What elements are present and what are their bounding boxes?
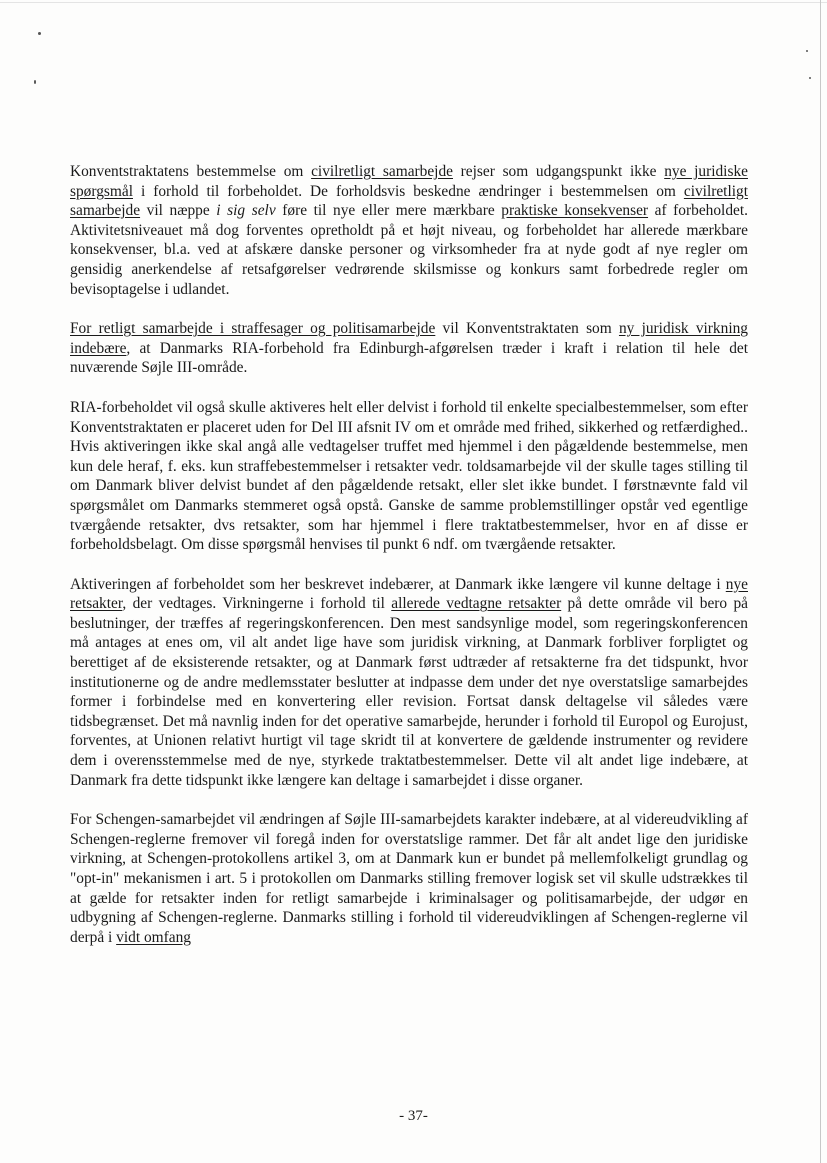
paragraph-civilretligt (70, 162, 748, 299)
text-run: RIA-forbeholdet vil også skulle aktiveres helt eller delvist i forhold til enkelte specialbestemmelser, som efter Konventstraktaten er placeret uden for Del III afsnit IV om et område med frihed, sikkerhed og retfærdighed.. Hvis aktiveringen ikke skal angå alle vedtagelser truffet med hjemmel i den pågældende bestemmelse, men kun dele heraf, f. eks. kun straffebestemmelser i retsakter vedr. toldsamarbejde vil der skulle tages stilling til om Danmark bliver delvist bundet af den pågældende retsakt, eller slet ikke bundet. I førstnævnte fald vil spørgsmålet om Danmarks stemmeret også opstå. Ganske de samme problemstillinger opstår ved egentlige tværgående retsakter, dvs retsakter, som har hjemmel i flere traktatbestemmelser, hvor en af disse er forbeholdsbelagt. Om disse spørgsmål henvises til punkt 6 ndf. om tværgående retsakter. (70, 398, 748, 554)
text-run: Konventstraktatens bestemmelse om (70, 163, 312, 180)
underlined-phrase: civilretligt samarbejde (311, 163, 453, 180)
underlined-phrase: allerede vedtagne retsakter (391, 595, 562, 613)
scan-speck (38, 32, 41, 35)
underlined-phrase: civilretligt samarbejde (70, 182, 748, 220)
scan-edge-right (820, 0, 821, 1163)
text-run: vil næppe (140, 202, 217, 220)
underlined-phrase: nye juridiske spørgsmål (70, 163, 748, 200)
paragraph-aktiveringen (70, 575, 748, 791)
paragraph-schengen (70, 810, 748, 947)
underlined-phrase: praktiske konsekvenser (501, 202, 649, 220)
paragraph-retligt-samarbejde (70, 319, 748, 378)
text-run: vil Konventstraktaten som (435, 320, 619, 338)
underlined-phrase: nye retsakter (70, 575, 748, 613)
underlined-phrase: ny juridisk virkning indebære (70, 320, 748, 357)
text-run: Aktiveringen af forbeholdet som her beskrevet indebærer, at Danmark ikke længere vil kunne deltage i (70, 575, 726, 593)
underlined-phrase: For retligt samarbejde i straffesager og politisamarbejde (70, 320, 436, 338)
scan-speck (34, 80, 36, 84)
text-run: , at Danmarks RIA-forbehold fra Edinburgh-afgørelsen træder i kraft i relation til hele det nuværende Søjle III-område. (70, 339, 748, 377)
text-run: af forbeholdet. Aktivitetsniveauet må dog forventes opretholdt på et højt niveau, og forbeholdet har allerede mærkbare konsekvenser, bl.a. ved at afskære danske personer og virksomheder fra at nyde godt af nye regler om gensidig anerkendelse af retsafgørelser vedrørende skilsmisse og konkurs samt forbedrede regler om bevisoptagelse i udlandet. (70, 202, 748, 298)
paragraph-ria-forbehold (70, 398, 748, 555)
italic-phrase: i sig selv (216, 202, 276, 220)
text-run: rejser som udgangspunkt ikke (452, 163, 665, 180)
text-run: i forhold til forbeholdet. De forholdsvis beskedne ændringer i bestemmelsen om (133, 182, 684, 200)
scan-edge-top (0, 2, 827, 3)
text-run: på dette område vil bero på beslutninger, der træffes af regeringskonferencen. Den mest sandsynlige model, som regeringskonferencen må antages at enes om, vil alt andet lige have som juridisk virkning, at Danmark forbliver forpligtet og berettiget af de eksisterende retsakter, og at Danmark først udtræder af retsakterne fra det tidspunkt, hvor institutionerne og de andre medlemsstater beslutter at indpasse dem under det nye overstatslige samarbejdes former i forbindelse med en konvertering eller revision. Fortsat dansk deltagelse vil således være tidsbegrænset. Det må navnlig inden for det operative samarbejde, herunder i forhold til Europol og Eurojust, forventes, at Unionen relativt hurtigt vil tage skridt til at konvertere de gældende instrumenter og revidere dem i overensstemmelse med de nye, styrkede traktatbestemmelser. Dette vil alt andet lige indebære, at Danmark fra dette tidspunkt ikke længere kan deltage i samarbejdet i disse organer. (70, 595, 748, 789)
underlined-phrase: vidt omfang (116, 928, 191, 946)
body-text (70, 162, 748, 967)
scan-speck (809, 77, 811, 79)
text-run: For Schengen-samarbejdet vil ændringen af Søjle III-samarbejdets karakter indebære, at al videreudvikling af Schengen-reglerne fremover vil foregå inden for overstatslige rammer. Det får alt andet lige den juridiske virkning, at Schengen-protokollens artikel 3, om at Danmark kun er bundet på mellemfolkeligt grundlag og "opt-in" mekanismen i art. 5 i protokollen om Danmarks stilling fremover logisk set vil skulle udstrækkes til at gælde for retsakter inden for retligt samarbejde i kriminalsager og politisamarbejde, der udgør en udbygning af Schengen-reglerne. Danmarks stilling i forhold til videreudviklingen af Schengen-reglerne vil derpå i (70, 811, 748, 946)
text-run: føre til nye eller mere mærkbare (275, 202, 502, 220)
page-number: - 37- (399, 1108, 428, 1124)
scan-speck (806, 50, 808, 52)
text-run: , der vedtages. Virkningerne i forhold til (122, 595, 392, 613)
